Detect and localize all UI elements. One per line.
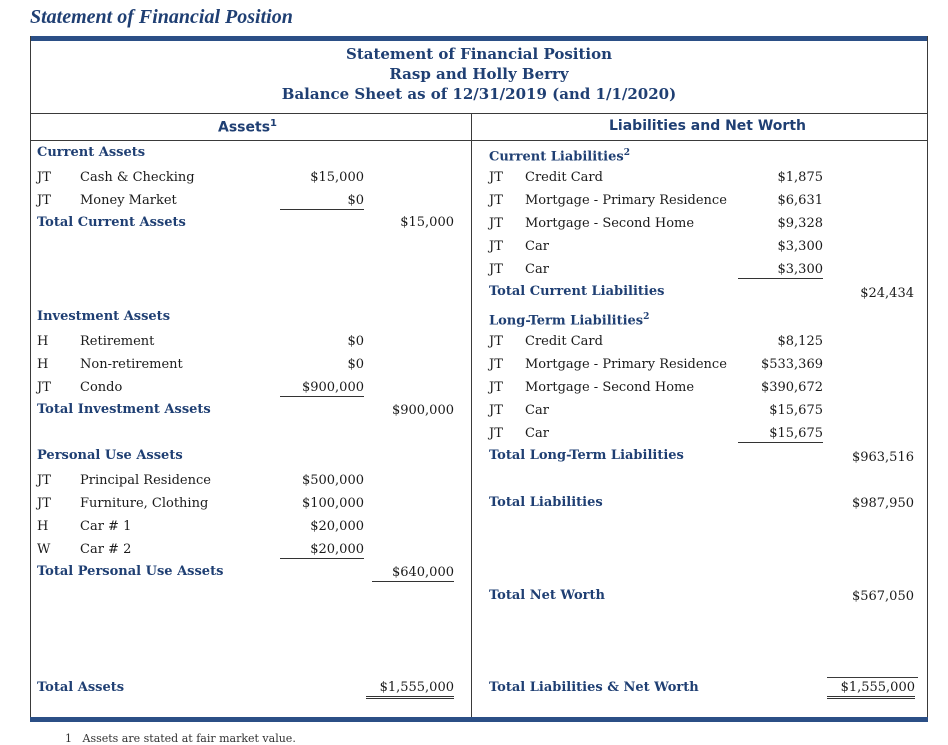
total-personal-use-assets-label: Total Personal Use Assets xyxy=(37,564,224,579)
liability-value: $8,125 xyxy=(777,334,823,349)
liability-owner: JT xyxy=(489,193,503,208)
liability-name: Mortgage - Primary Residence xyxy=(525,357,727,372)
total-investment-assets-value: $900,000 xyxy=(391,403,454,418)
current-assets-title: Current Assets xyxy=(37,145,146,160)
liability-owner: JT xyxy=(489,262,503,277)
liability-value: $390,672 xyxy=(760,380,823,395)
asset-name: Retirement xyxy=(80,334,155,349)
asset-value: $15,000 xyxy=(310,170,364,185)
asset-name: Non-retirement xyxy=(80,357,183,372)
asset-owner: H xyxy=(37,519,49,534)
asset-value: $500,000 xyxy=(301,473,364,488)
liability-value: $3,300 xyxy=(738,262,823,279)
asset-value: $20,000 xyxy=(310,519,364,534)
liability-value: $15,675 xyxy=(738,426,823,443)
liability-owner: JT xyxy=(489,380,503,395)
liability-owner: JT xyxy=(489,170,503,185)
total-current-assets-value: $15,000 xyxy=(400,215,454,230)
liability-value: $3,300 xyxy=(777,239,823,254)
total-investment-assets-label: Total Investment Assets xyxy=(37,402,211,417)
total-net-worth-value: $567,050 xyxy=(851,589,914,604)
asset-owner: JT xyxy=(37,193,51,208)
current-liabilities-title: Current Liabilities$^2$ xyxy=(489,148,630,165)
statement-heading: Statement of Financial Position xyxy=(345,45,612,63)
balance-sheet-date: Balance Sheet as of 12/31/2019 (and 1/1/2020) xyxy=(281,85,677,103)
total-current-assets-label: Total Current Assets xyxy=(37,215,186,230)
asset-name: Cash & Checking xyxy=(80,170,195,185)
liability-owner: JT xyxy=(489,334,503,349)
column-heading-divider xyxy=(30,140,928,141)
liability-owner: JT xyxy=(489,216,503,231)
statement-frame xyxy=(30,36,928,722)
liability-name: Car xyxy=(525,426,549,441)
liability-name: Car xyxy=(525,239,549,254)
total-liabilities-label: Total Liabilities xyxy=(489,495,603,510)
grand-total-overline xyxy=(827,677,918,678)
liability-name: Car xyxy=(525,403,549,418)
total-current-liabilities-label: Total Current Liabilities xyxy=(489,284,665,299)
assets-heading: Assets$^1$ xyxy=(218,118,277,136)
client-names: Rasp and Holly Berry xyxy=(389,65,569,83)
footnote: 1 Assets are stated at fair market value. xyxy=(65,732,296,745)
total-assets-value: $1,555,000 xyxy=(366,680,454,699)
asset-owner: W xyxy=(37,542,51,557)
liability-name: Mortgage - Second Home xyxy=(525,380,695,395)
long-term-liabilities-title: Long-Term Liabilities$^2$ xyxy=(489,312,650,329)
asset-name: Car # 1 xyxy=(80,519,132,534)
liability-value: $1,875 xyxy=(777,170,823,185)
liability-owner: JT xyxy=(489,403,503,418)
liability-value: $15,675 xyxy=(769,403,823,418)
bottom-rule xyxy=(30,717,928,722)
asset-owner: H xyxy=(37,357,49,372)
total-assets-label: Total Assets xyxy=(37,680,125,695)
liability-owner: JT xyxy=(489,357,503,372)
liabilities-heading: Liabilities and Net Worth xyxy=(609,118,806,134)
asset-value: $900,000 xyxy=(280,380,364,397)
total-liabilities-net-worth-value: $1,555,000 xyxy=(827,680,915,699)
total-current-liabilities-value: $24,434 xyxy=(860,286,914,301)
total-liabilities-value: $987,950 xyxy=(851,496,914,511)
liability-value: $6,631 xyxy=(777,193,823,208)
asset-owner: JT xyxy=(37,380,51,395)
column-divider xyxy=(471,113,472,717)
asset-value: $0 xyxy=(280,193,364,210)
liability-name: Car xyxy=(525,262,549,277)
asset-owner: JT xyxy=(37,170,51,185)
asset-name: Condo xyxy=(80,380,123,395)
asset-owner: JT xyxy=(37,496,51,511)
liability-name: Mortgage - Primary Residence xyxy=(525,193,727,208)
header-divider xyxy=(30,113,928,114)
total-net-worth-label: Total Net Worth xyxy=(489,588,605,603)
asset-owner: H xyxy=(37,334,49,349)
liability-owner: JT xyxy=(489,426,503,441)
asset-name: Furniture, Clothing xyxy=(80,496,209,511)
liability-value: $533,369 xyxy=(760,357,823,372)
liability-name: Credit Card xyxy=(525,170,603,185)
personal-use-assets-title: Personal Use Assets xyxy=(37,448,183,463)
total-personal-use-assets-value: $640,000 xyxy=(372,565,454,582)
asset-name: Car # 2 xyxy=(80,542,132,557)
liability-name: Credit Card xyxy=(525,334,603,349)
liability-name: Mortgage - Second Home xyxy=(525,216,695,231)
asset-value: $0 xyxy=(347,334,364,349)
asset-value: $0 xyxy=(347,357,364,372)
investment-assets-title: Investment Assets xyxy=(37,309,171,324)
asset-value: $100,000 xyxy=(301,496,364,511)
liability-value: $9,328 xyxy=(777,216,823,231)
asset-value: $20,000 xyxy=(280,542,364,559)
asset-name: Principal Residence xyxy=(80,473,211,488)
total-long-term-liabilities-value: $963,516 xyxy=(851,450,914,465)
asset-owner: JT xyxy=(37,473,51,488)
page-title: Statement of Financial Position xyxy=(30,6,293,28)
liability-owner: JT xyxy=(489,239,503,254)
asset-name: Money Market xyxy=(80,193,177,208)
total-liabilities-net-worth-label: Total Liabilities & Net Worth xyxy=(489,680,699,695)
total-long-term-liabilities-label: Total Long-Term Liabilities xyxy=(489,448,684,463)
